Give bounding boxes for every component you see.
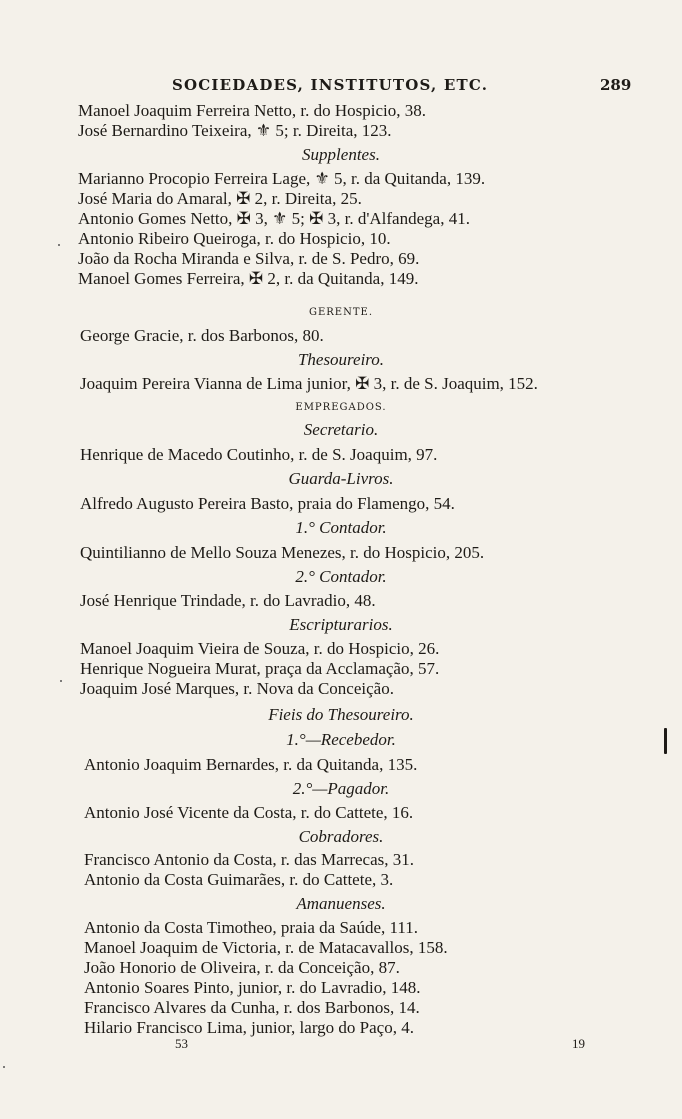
header-title: SOCIEDADES, INSTITUTOS, ETC. <box>172 76 489 94</box>
entry-line: João da Rocha Miranda e Silva, r. de S. Pedro, 69. <box>78 249 420 268</box>
entry-line: Joaquim Pereira Vianna de Lima junior, ✠ 3, r. de S. Joaquim, 152. <box>80 374 538 393</box>
entry-line: Antonio José Vicente da Costa, r. do Cattete, 16. <box>84 803 414 822</box>
entry-line: Antonio da Costa Timotheo, praia da Saúde, 111. <box>84 918 418 937</box>
section-heading-pagador: 2.°—Pagador. <box>292 779 390 798</box>
section-heading-recebedor: 1.°—Recebedor. <box>286 730 396 749</box>
section-heading-secretario: Secretario. <box>303 420 379 439</box>
entry-line: Antonio da Costa Guimarães, r. do Cattete, 3. <box>84 870 394 889</box>
signature-mark-right: 19 <box>572 1036 585 1051</box>
entry-line: Marianno Procopio Ferreira Lage, ⚜ 5, r. da Quitanda, 139. <box>78 169 486 188</box>
section-heading-fieis: Fieis do Thesoureiro. <box>268 705 414 724</box>
paper-speck <box>60 680 62 682</box>
section-heading-contador-2: 2.° Contador. <box>295 567 387 586</box>
entry-line: Manoel Joaquim Ferreira Netto, r. do Hospicio, 38. <box>78 101 426 120</box>
margin-ink-mark <box>664 728 667 754</box>
entry-line: Quintilianno de Mello Souza Menezes, r. do Hospicio, 205. <box>80 543 485 562</box>
page-number: 289 <box>600 76 632 94</box>
entry-line: Antonio Soares Pinto, junior, r. do Lavradio, 148. <box>84 978 421 997</box>
entry-line: José Henrique Trindade, r. do Lavradio, 48. <box>80 591 376 610</box>
entry-line: Henrique Nogueira Murat, praça da Acclamação, 57. <box>80 659 440 678</box>
entry-line: Hilario Francisco Lima, junior, largo do Paço, 4. <box>84 1018 414 1037</box>
section-heading-thesoureiro: Thesoureiro. <box>297 350 385 369</box>
section-heading-supplentes: Supplentes. <box>302 145 380 164</box>
entry-line: Francisco Alvares da Cunha, r. dos Barbonos, 14. <box>84 998 420 1017</box>
running-header <box>0 76 682 100</box>
section-heading-amanuenses: Amanuenses. <box>296 894 386 913</box>
entry-line: Manoel Gomes Ferreira, ✠ 2, r. da Quitanda, 149. <box>78 269 419 288</box>
entry-line: José Maria do Amaral, ✠ 2, r. Direita, 25. <box>78 189 362 208</box>
entry-line: Francisco Antonio da Costa, r. das Marrecas, 31. <box>84 850 415 869</box>
entry-line: Manoel Joaquim Vieira de Souza, r. do Hospicio, 26. <box>80 639 440 658</box>
entry-line: Antonio Joaquim Bernardes, r. da Quitanda, 135. <box>84 755 418 774</box>
section-heading-gerente: GERENTE. <box>308 307 373 318</box>
entry-line: Antonio Gomes Netto, ✠ 3, ⚜ 5; ✠ 3, r. d'Alfandega, 41. <box>78 209 470 228</box>
entry-line: José Bernardino Teixeira, ⚜ 5; r. Direita, 123. <box>78 121 392 140</box>
entry-line: Antonio Ribeiro Queiroga, r. do Hospicio, 10. <box>78 229 391 248</box>
entry-line: George Gracie, r. dos Barbonos, 80. <box>80 326 324 345</box>
entry-line: Joaquim José Marques, r. Nova da Conceição. <box>80 679 394 698</box>
paper-speck <box>58 244 60 246</box>
signature-mark-left: 53 <box>175 1036 188 1051</box>
section-heading-empregados: EMPREGADOS. <box>295 402 387 413</box>
entry-line: Manoel Joaquim de Victoria, r. de Matacavallos, 158. <box>84 938 448 957</box>
entry-line: Henrique de Macedo Coutinho, r. de S. Joaquim, 97. <box>80 445 438 464</box>
entry-line: Alfredo Augusto Pereira Basto, praia do Flamengo, 54. <box>80 494 455 513</box>
paper-speck <box>3 1066 5 1068</box>
section-heading-escripturarios: Escripturarios. <box>289 615 393 634</box>
section-heading-cobradores: Cobradores. <box>298 827 384 846</box>
entry-line: João Honorio de Oliveira, r. da Conceição, 87. <box>84 958 400 977</box>
section-heading-contador-1: 1.° Contador. <box>295 518 387 537</box>
section-heading-guarda-livros: Guarda-Livros. <box>288 469 394 488</box>
